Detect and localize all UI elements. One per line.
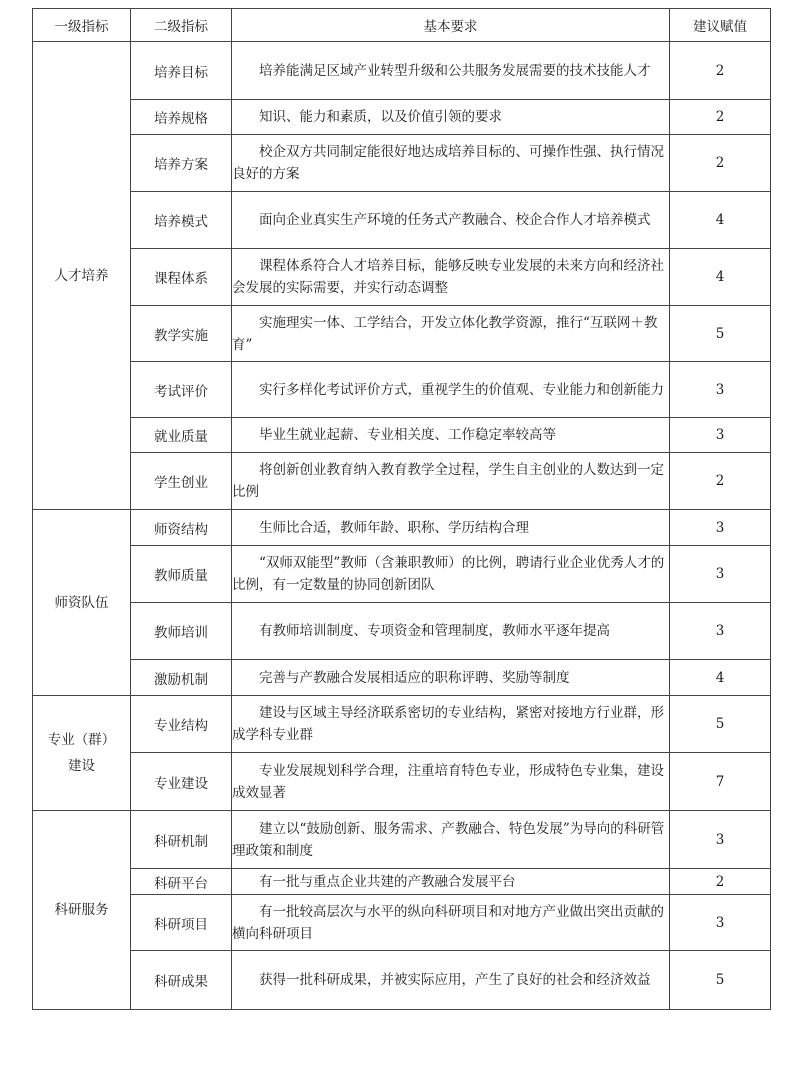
- score-cell: 3: [670, 546, 771, 603]
- level1-line: 建设: [68, 758, 95, 774]
- level2-cell: 学生创业: [131, 453, 232, 510]
- level2-cell: 教师培训: [131, 603, 232, 660]
- level2-cell: 科研平台: [131, 869, 232, 895]
- score-cell: 5: [670, 306, 771, 362]
- level2-cell: 教学实施: [131, 306, 232, 362]
- requirement-cell: 建立以“鼓励创新、服务需求、产教融合、特色发展”为导向的科研管理政策和制度: [232, 811, 670, 869]
- requirement-cell: 课程体系符合人才培养目标，能够反映专业发展的未来方向和经济社会发展的实际需要，并实行动态调整: [232, 249, 670, 306]
- table-row: [33, 510, 771, 546]
- table-row: [33, 951, 771, 1010]
- table-row: [33, 135, 771, 192]
- requirement-cell: 毕业生就业起薪、专业相关度、工作稳定率较高等: [232, 418, 670, 453]
- level1-faculty: 师资队伍: [33, 510, 131, 696]
- header-requirement: 基本要求: [232, 9, 670, 42]
- level2-cell: 课程体系: [131, 249, 232, 306]
- score-cell: 5: [670, 696, 771, 753]
- score-cell: 4: [670, 192, 771, 249]
- requirement-cell: 面向企业真实生产环境的任务式产教融合、校企合作人才培养模式: [232, 192, 670, 249]
- level1-line: 专业（群）: [47, 732, 116, 748]
- table-row: [33, 869, 771, 895]
- requirement-cell: 生师比合适，教师年龄、职称、学历结构合理: [232, 510, 670, 546]
- level2-cell: 培养规格: [131, 100, 232, 135]
- requirement-cell: 将创新创业教育纳入教育教学全过程，学生自主创业的人数达到一定比例: [232, 453, 670, 510]
- level2-cell: 科研项目: [131, 895, 232, 951]
- score-cell: 4: [670, 249, 771, 306]
- score-cell: 2: [670, 42, 771, 100]
- level2-cell: 师资结构: [131, 510, 232, 546]
- score-cell: 3: [670, 418, 771, 453]
- requirement-cell: 知识、能力和素质，以及价值引领的要求: [232, 100, 670, 135]
- level1-research-service: 科研服务: [33, 811, 131, 1010]
- table-row: [33, 660, 771, 696]
- score-cell: 2: [670, 869, 771, 895]
- requirement-cell: 获得一批科研成果，并被实际应用，产生了良好的社会和经济效益: [232, 951, 670, 1010]
- level2-cell: 科研机制: [131, 811, 232, 869]
- score-cell: 7: [670, 753, 771, 811]
- level1-discipline-construction: [33, 696, 131, 811]
- requirement-cell: 实行多样化考试评价方式，重视学生的价值观、专业能力和创新能力: [232, 362, 670, 418]
- requirement-cell: 完善与产教融合发展相适应的职称评聘、奖励等制度: [232, 660, 670, 696]
- score-cell: 3: [670, 811, 771, 869]
- level2-cell: 专业建设: [131, 753, 232, 811]
- level2-cell: 教师质量: [131, 546, 232, 603]
- table-row: [33, 753, 771, 811]
- level2-cell: 考试评价: [131, 362, 232, 418]
- table-row: [33, 42, 771, 100]
- score-cell: 2: [670, 135, 771, 192]
- requirement-cell: 有教师培训制度、专项资金和管理制度，教师水平逐年提高: [232, 603, 670, 660]
- table-row: [33, 362, 771, 418]
- score-cell: 3: [670, 510, 771, 546]
- requirement-cell: 有一批与重点企业共建的产教融合发展平台: [232, 869, 670, 895]
- score-cell: 4: [670, 660, 771, 696]
- level2-cell: 培养目标: [131, 42, 232, 100]
- table-row: [33, 811, 771, 869]
- level2-cell: 就业质量: [131, 418, 232, 453]
- score-cell: 3: [670, 895, 771, 951]
- level2-cell: 培养模式: [131, 192, 232, 249]
- header-level1: 一级指标: [33, 9, 131, 42]
- table-row: [33, 453, 771, 510]
- requirement-cell: 有一批较高层次与水平的纵向科研项目和对地方产业做出突出贡献的横向科研项目: [232, 895, 670, 951]
- table-row: [33, 418, 771, 453]
- level2-cell: 科研成果: [131, 951, 232, 1010]
- level2-cell: 激励机制: [131, 660, 232, 696]
- requirement-cell: 校企双方共同制定能很好地达成培养目标的、可操作性强、执行情况良好的方案: [232, 135, 670, 192]
- table-row: [33, 696, 771, 753]
- table-row: [33, 546, 771, 603]
- table-row: [33, 249, 771, 306]
- requirement-cell: 培养能满足区域产业转型升级和公共服务发展需要的技术技能人才: [232, 42, 670, 100]
- requirement-cell: 专业发展规划科学合理，注重培育特色专业，形成特色专业集，建设成效显著: [232, 753, 670, 811]
- score-cell: 2: [670, 453, 771, 510]
- table-header-row: [33, 9, 771, 42]
- indicator-table: [32, 8, 771, 1010]
- score-cell: 2: [670, 100, 771, 135]
- table-row: [33, 192, 771, 249]
- table-row: [33, 306, 771, 362]
- score-cell: 3: [670, 362, 771, 418]
- table-row: [33, 100, 771, 135]
- level1-talent-cultivation: 人才培养: [33, 42, 131, 510]
- header-score: 建议赋值: [670, 9, 771, 42]
- requirement-cell: “双师双能型”教师（含兼职教师）的比例，聘请行业企业优秀人才的比例，有一定数量的协同创新团队: [232, 546, 670, 603]
- table-row: [33, 895, 771, 951]
- level2-cell: 培养方案: [131, 135, 232, 192]
- level2-cell: 专业结构: [131, 696, 232, 753]
- header-level2: 二级指标: [131, 9, 232, 42]
- requirement-cell: 建设与区域主导经济联系密切的专业结构，紧密对接地方行业群，形成学科专业群: [232, 696, 670, 753]
- requirement-cell: 实施理实一体、工学结合，开发立体化教学资源，推行“互联网＋教育”: [232, 306, 670, 362]
- score-cell: 3: [670, 603, 771, 660]
- table-row: [33, 603, 771, 660]
- score-cell: 5: [670, 951, 771, 1010]
